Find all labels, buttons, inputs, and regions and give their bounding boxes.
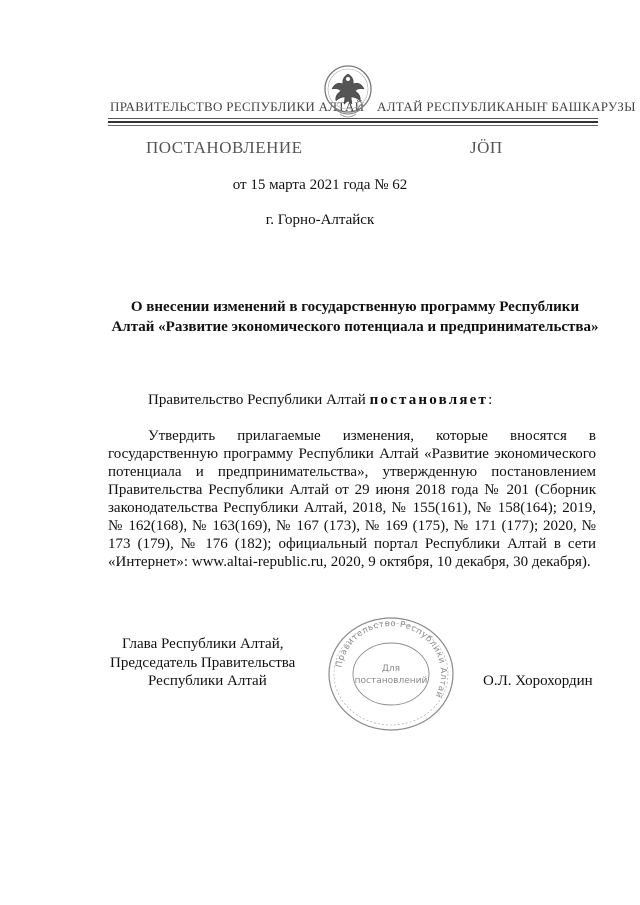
stamp-ring-text: Правительство Республики Алтай [334, 618, 449, 700]
intro-subject: Правительство Республики Алтай [148, 392, 370, 408]
signatory-title-line2: Председатель Правительства [110, 655, 296, 671]
official-seal-stamp [326, 615, 456, 733]
coat-of-arms-emblem [322, 62, 374, 124]
header-rule-thin [108, 118, 598, 119]
header-rule-thick [108, 121, 598, 123]
signatory-title-line3: Республики Алтай [148, 673, 267, 689]
intro-verb: постановляет [369, 392, 489, 408]
document-date-number: от 15 марта 2021 года № 62 [232, 177, 408, 193]
document-title: О внесении изменений в государственную программу Республики Алтай «Развитие экономического потенциала и предпринимательства» [111, 299, 599, 335]
signatory-name: О.Л. Хорохордин [483, 673, 593, 689]
stamp-center-line1: Для [381, 664, 401, 674]
signatory-title-line1: Глава Республики Алтай, [122, 636, 284, 652]
document-type-russian: ПОСТАНОВЛЕНИЕ [146, 138, 303, 157]
government-name-altai: АЛТАЙ РЕСПУБЛИКАНЫҤ БАШКАРУЗЫ [377, 99, 636, 114]
resolution-intro [148, 392, 492, 409]
header-rule-thin-bottom [108, 125, 598, 126]
government-name-russian: ПРАВИТЕЛЬСТВО РЕСПУБЛИКИ АЛТАЙ [110, 99, 365, 114]
document-type-altai: ЈӦП [470, 138, 503, 157]
stamp-center-line2: постановлений [354, 676, 428, 686]
document-city: г. Горно-Алтайск [265, 212, 375, 228]
resolution-body [108, 427, 596, 571]
resolution-body-text: Утвердить прилагаемые изменения, которые вносятся в государственную программу Республики Алтай «Развитие экономического потенциала и предпринимательства», утвержденную постановлением Правительства Республики Алтай от 29 июня 2018 года № 201 (Сборник законодательства Республики Алтай, 2018, № 155(161), № 158(164); 2019, № 162(168), № 163(169), № 167 (173), № 169 (175), № 171 (177); 2020, № 173 (179), № 176 (182); официальный портал Республики Алтай в сети «Интернет»: www.altai-republic.ru, 2020, 9 октября, 10 декабря, 30 декабря). [108, 428, 596, 570]
intro-colon: : [488, 392, 493, 408]
